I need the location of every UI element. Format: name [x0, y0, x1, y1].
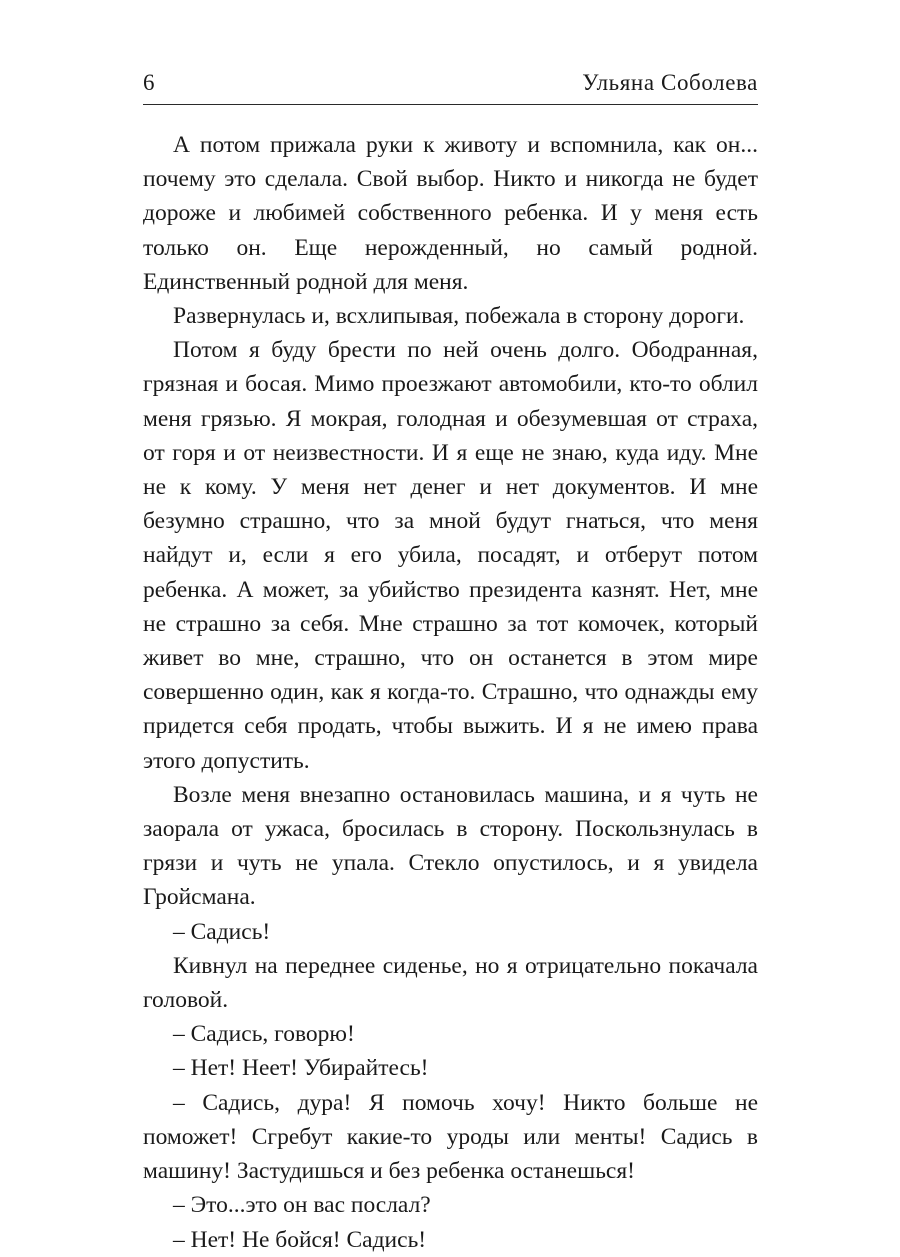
paragraph: Возле меня внезапно остановилась машина, и я чуть не заорала от ужаса, бросилась в сторону. Поскользнулась в грязи и чуть не упала. Стекло опустилось, и я увидела Гройсмана.: [143, 781, 758, 911]
running-head-author: Ульяна Соболева: [582, 70, 758, 95]
dialogue-line: – Это...это он вас послал?: [173, 1192, 431, 1219]
page-header: [143, 68, 758, 105]
paragraph: Развернулась и, всхлипывая, побежала в сторону дороги.: [173, 303, 745, 330]
paragraph: Кивнул на переднее сиденье, но я отрицательно покачала головой.: [143, 952, 758, 1014]
dialogue-line: – Садись, дура! Я помочь хочу! Никто больше не поможет! Сгребут какие-то уроды или менты! Садись в машину! Застудишься и без ребенка останешься!: [143, 1089, 758, 1185]
page-number: 6: [143, 70, 155, 95]
dialogue-line: – Садись!: [173, 918, 271, 945]
dialogue-line: – Нет! Неет! Убирайтесь!: [173, 1055, 429, 1082]
paragraph: А потом прижала руки к животу и вспомнила, как он... почему это сделала. Свой выбор. Никто и никогда не будет дороже и любимей собственного ребенка. И у меня есть только он. Еще нерожденный, но самый родной. Единственный родной для меня.: [143, 132, 758, 295]
dialogue-line: – Нет! Не бойся! Садись!: [173, 1226, 427, 1253]
paragraph: Потом я буду брести по ней очень долго. Ободранная, грязная и босая. Мимо проезжают автомобили, кто-то облил меня грязью. Я мокрая, голодная и обезумевшая от страха, от горя и от неизвестности. И я еще не знаю, куда иду. Мне не к кому. У меня нет денег и нет документов. И мне безумно страшно, что за мной будут гнаться, что меня найдут и, если я его убила, посадят, и отберут потом ребенка. А может, за убийство президента казнят. Нет, мне не страшно за себя. Мне страшно за тот комочек, который живет во мне, страшно, что он останется в этом мире совершенно один, как я когда-то. Страшно, что однажды ему придется себя продать, чтобы выжить. И я не имею права этого допустить.: [143, 337, 758, 774]
dialogue-line: – Садись, говорю!: [173, 1021, 355, 1048]
body-text: [143, 128, 758, 1257]
